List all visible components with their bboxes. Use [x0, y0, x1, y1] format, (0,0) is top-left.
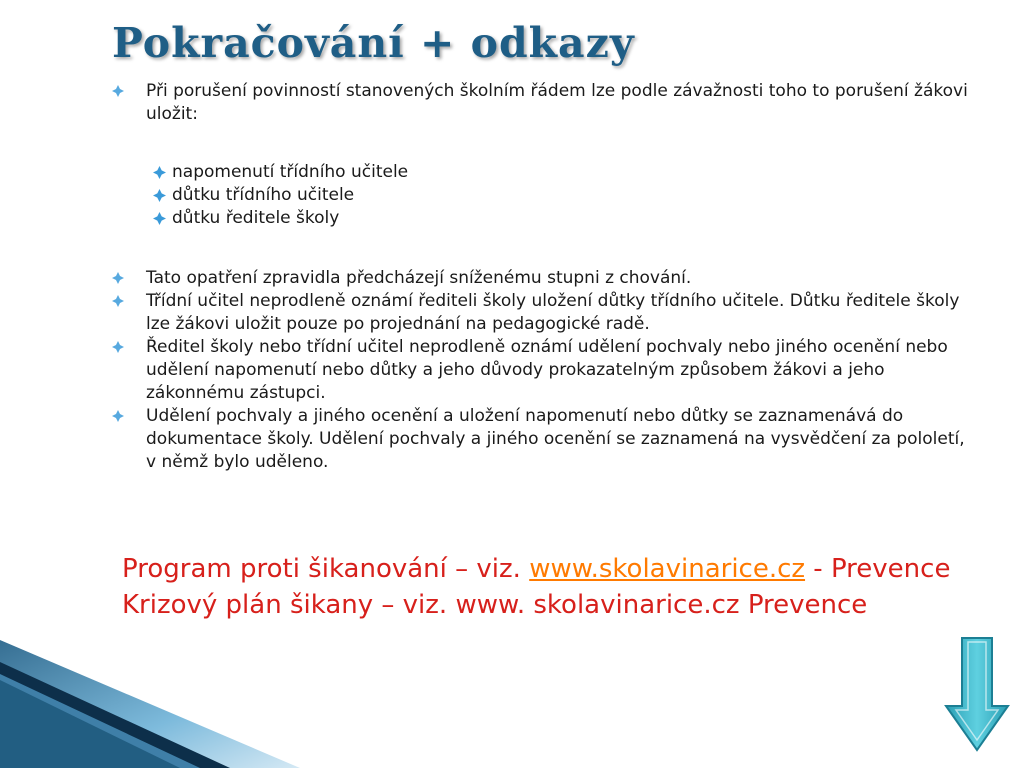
- crisis-plan-line: Krizový plán šikany – viz. www. skolavinarice.cz Prevence: [122, 590, 868, 620]
- links-section: [122, 552, 952, 622]
- sub-list-item: [112, 207, 972, 230]
- list-item-text: Třídní učitel neprodleně oznámí řediteli školy uložení důtky třídního učitele. Důtku ředitele školy lze žákovi uložit pouze po projednání na pedagogické radě.: [146, 291, 960, 334]
- list-item-text: Udělení pochvaly a jiného ocenění a uložení napomenutí nebo důtky se zaznamenává do dokumentace školy. Udělení pochvaly a jiného ocenění se zaznamená na vysvědčení za pololetí, v němž bylo uděleno.: [146, 406, 965, 472]
- list-item-text: Tato opatření zpravidla předcházejí sníženému stupni z chování.: [146, 268, 692, 288]
- list-item: [112, 267, 972, 290]
- program-link[interactable]: www.skolavinarice.cz: [529, 554, 806, 584]
- list-item-text: Při porušení povinností stanovených školním řádem lze podle závažnosti toho to porušení žákovi uložit:: [146, 81, 968, 124]
- program-suffix: - Prevence: [805, 554, 951, 584]
- sub-list-item: [112, 161, 972, 184]
- program-line: [122, 552, 952, 586]
- sub-list-item-text: důtku ředitele školy: [172, 208, 340, 228]
- diamond-bullet-icon: [112, 405, 126, 428]
- slide-body: [112, 80, 972, 474]
- diamond-bullet-icon: [112, 336, 126, 359]
- sub-list-item-text: důtku třídního učitele: [172, 185, 355, 205]
- diamond-bullet-icon: [112, 267, 126, 290]
- diamond-bullet-icon: [153, 161, 167, 184]
- list-item: [112, 405, 972, 474]
- diamond-bullet-icon: [153, 184, 167, 207]
- slide-title: Pokračování + odkazy: [112, 19, 635, 67]
- program-prefix: Program proti šikanování – viz.: [122, 554, 530, 584]
- list-item: [112, 336, 972, 405]
- list-item: [112, 80, 972, 126]
- sub-list-item-text: napomenutí třídního učitele: [172, 162, 409, 182]
- diamond-bullet-icon: [112, 80, 126, 103]
- sub-list-item: [112, 184, 972, 207]
- corner-decoration: [0, 640, 300, 768]
- list-item: [112, 290, 972, 336]
- list-item-text: Ředitel školy nebo třídní učitel neprodleně oznámí udělení pochvaly nebo jiného ocenění nebo udělení napomenutí nebo důtky a jeho důvody prokazatelným způsobem žákovi a jeho zákonnému zástupci.: [146, 337, 948, 403]
- diamond-bullet-icon: [153, 207, 167, 230]
- arrow-down-icon[interactable]: [944, 636, 1010, 752]
- diamond-bullet-icon: [112, 290, 126, 313]
